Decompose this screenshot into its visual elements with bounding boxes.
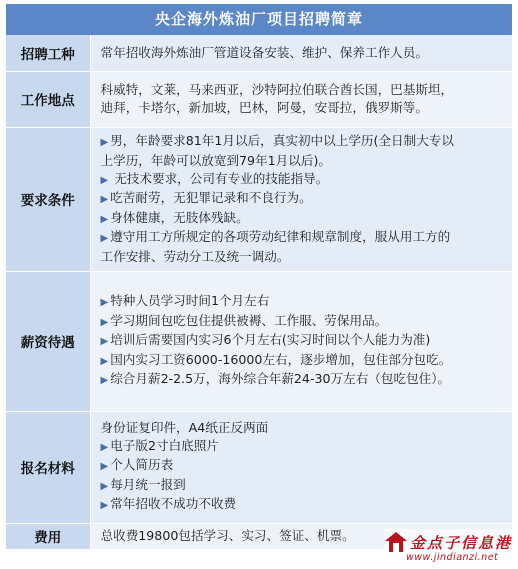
triangle-bullet-icon: ▶ — [100, 375, 109, 387]
list-item-text: 工作安排、劳动分工及统一调动。 — [100, 248, 290, 264]
list-item-text: 综合月薪2-2.5万，海外综合年薪24-30万左右（包吃包住）。 — [110, 371, 451, 387]
list-item-text: 常年招收海外炼油厂管道设备安装、维护、保养工作人员。 — [100, 44, 428, 60]
row-content — [90, 35, 512, 71]
list-item — [101, 437, 507, 457]
watermark-text: 金点子信息港 — [410, 534, 513, 552]
page-title: 央企海外炼油厂项目招聘简章 — [6, 4, 512, 35]
list-item — [101, 495, 507, 515]
list-item-text: 身份证复印件，A4纸正反两面 — [100, 420, 269, 436]
list-item — [101, 351, 507, 371]
triangle-bullet-icon: ▶ — [100, 461, 109, 473]
list-item-text: 总收费19800包括学习、实习、签证、机票。 — [100, 528, 355, 544]
table-row — [6, 35, 512, 71]
triangle-bullet-icon: ▶ — [100, 316, 109, 328]
row-label: 报名材料 — [6, 411, 90, 523]
triangle-bullet-icon: ▶ — [100, 336, 109, 348]
list-item-text: 吃苦耐劳，无犯罪记录和不良行为。 — [110, 190, 312, 206]
triangle-bullet-icon: ▶ — [100, 213, 109, 225]
list-item — [101, 189, 507, 209]
triangle-bullet-icon: ▶ — [100, 441, 109, 453]
list-item — [101, 292, 507, 312]
triangle-bullet-icon: ▶ — [100, 297, 109, 309]
list-item-text: 男，年龄要求81年1月以后，真实初中以上学历(全日制大专以 — [110, 133, 454, 149]
list-item-text: 上学历，年龄可以放宽到79年1月以后)。 — [100, 153, 331, 169]
list-item-text: 个人简历表 — [110, 457, 174, 473]
list-item — [101, 331, 507, 351]
list-item — [101, 456, 507, 476]
row-content — [90, 127, 512, 271]
list-item — [101, 209, 507, 229]
row-label: 费用 — [6, 523, 90, 549]
triangle-bullet-icon: ▶ — [100, 355, 109, 367]
row-label: 招聘工种 — [6, 35, 90, 71]
row-content — [90, 71, 512, 127]
row-label: 薪资待遇 — [6, 271, 90, 411]
recruitment-sheet — [6, 4, 512, 550]
list-item-text: 身体健康，无肢体残缺。 — [110, 209, 249, 225]
row-label: 工作地点 — [6, 71, 90, 127]
list-item — [101, 370, 507, 390]
list-item-text: 遵守用工方所规定的各项劳动纪律和规章制度，服从用工方的 — [110, 229, 451, 245]
row-content — [90, 411, 512, 523]
list-item-text: 常年招收不成功不收费 — [110, 496, 237, 512]
list-item-text: 每月统一报到 — [110, 476, 186, 492]
list-item-text: 培训后需要国内实习6个月左右(实习时间以个人能力为准) — [110, 332, 431, 348]
list-item-text: 迪拜，卡塔尔，新加坡，巴林，阿曼，安哥拉，俄罗斯等。 — [100, 100, 428, 115]
list-item — [101, 476, 507, 496]
triangle-bullet-icon: ▶ — [100, 194, 109, 206]
watermark — [384, 529, 514, 567]
list-item-text: 特种人员学习时间1个月左右 — [110, 293, 270, 309]
list-item-text: 国内实习工资6000-16000左右，逐步增加，包住部分包吃。 — [110, 351, 452, 367]
triangle-bullet-icon: ▶ — [100, 233, 109, 245]
table-row — [6, 411, 512, 523]
list-item — [101, 152, 507, 170]
list-item — [101, 170, 507, 190]
list-item-text: 学习期间包吃包住提供被褥、工作服、劳保用品。 — [110, 312, 388, 328]
table-row — [6, 127, 512, 271]
list-item — [101, 312, 507, 332]
list-item — [101, 81, 507, 99]
watermark-logo-icon — [384, 531, 408, 553]
list-item — [101, 44, 507, 62]
list-item — [101, 132, 507, 152]
triangle-bullet-icon: ▶ — [100, 480, 109, 492]
list-item-text: 无技术要求，公司有专业的技能指导。 — [110, 170, 329, 186]
list-item — [101, 228, 507, 248]
list-item-text: 科威特，文莱，马来西亚，沙特阿拉伯联合酋长国，巴基斯坦， — [100, 82, 454, 98]
table-row — [6, 71, 512, 127]
list-item — [101, 248, 507, 266]
recruitment-table — [6, 35, 512, 550]
list-item-text: 电子版2寸白底照片 — [110, 437, 219, 453]
triangle-bullet-icon: ▶ — [100, 174, 109, 186]
table-row — [6, 271, 512, 411]
triangle-bullet-icon: ▶ — [100, 137, 109, 149]
row-content — [90, 271, 512, 411]
triangle-bullet-icon: ▶ — [100, 500, 109, 512]
list-item — [101, 99, 507, 117]
row-label: 要求条件 — [6, 127, 90, 271]
list-item — [101, 419, 507, 437]
watermark-url: www.jindianzi.net — [406, 552, 499, 563]
